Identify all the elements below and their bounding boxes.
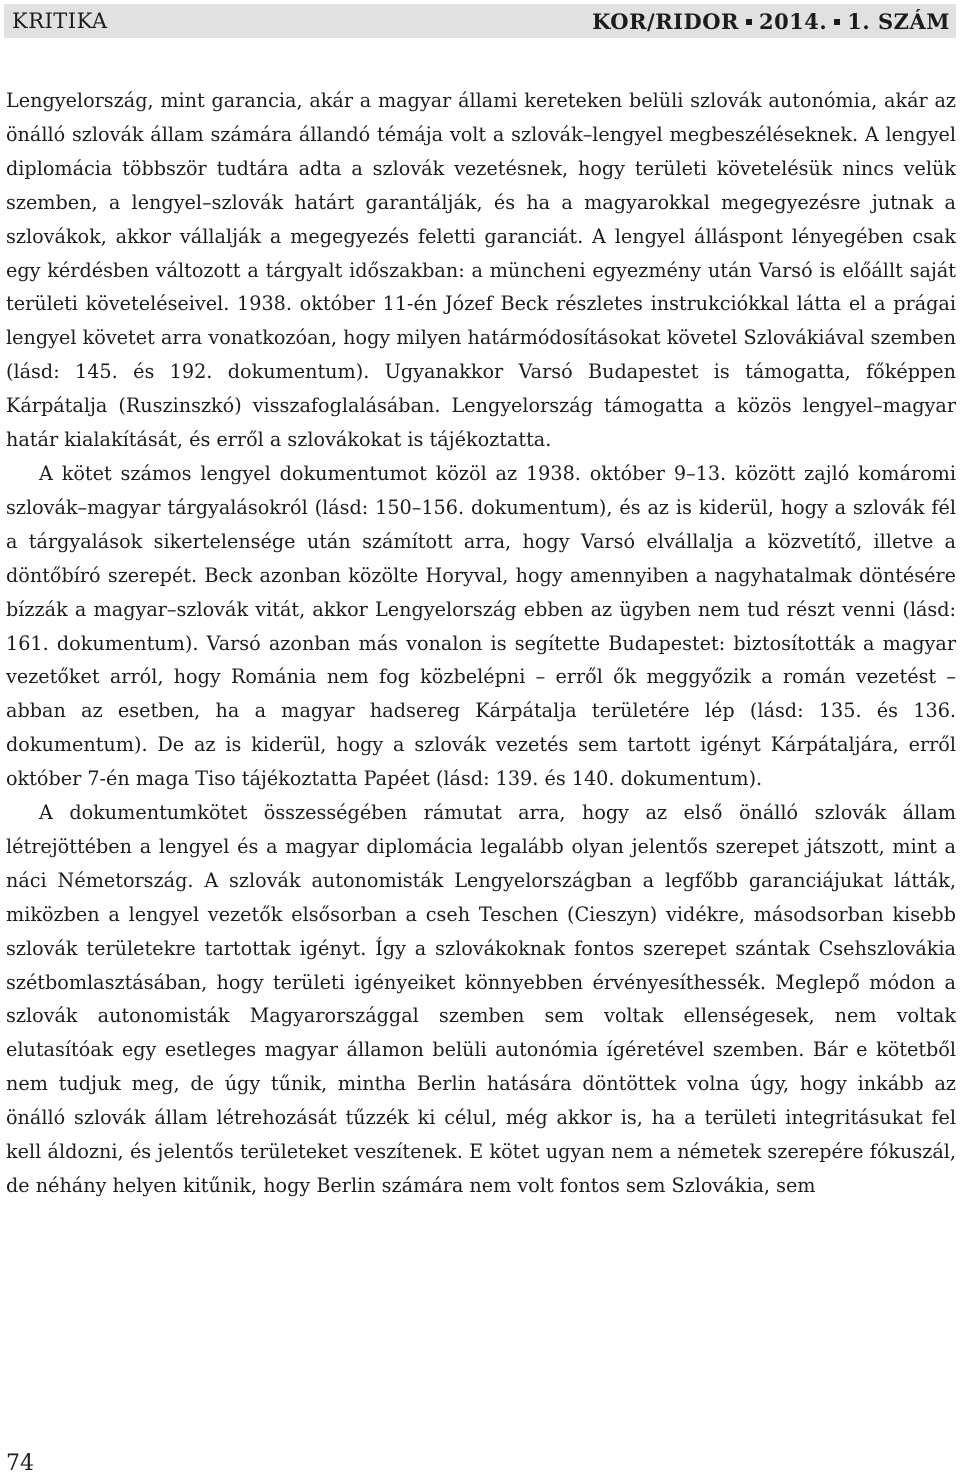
paragraph-2: A kötet számos lengyel dokumentumot közöl az 1938. október 9–13. között zajló komáromi szlovák–magyar tárgyalásokról (lásd: 150–156. dokumentum), és az is kiderül, hogy a szlovák fél a tárgyalások sikertelensége után számított arra, hogy Varsó elvállalja a közvetítő, illetve a döntőbíró szerepét. Beck azonban közölte Horyval, hogy amennyiben a nagyhatalmak döntésére bízzák a magyar–szlovák vitát, akkor Lengyelország ebben az ügyben nem tud részt venni (lásd: 161. dokumentum). Varsó azonban más vonalon is segítette Budapestet: biztosították a magyar vezetőket arról, hogy Románia nem fog közbelépni – erről ők meggyőzik a román vezetést – abban az esetben, ha a magyar hadsereg Kárpátalja területére lép (lásd: 135. és 136. dokumentum). De az is kiderül, hogy a szlovák vezetés sem tartott igényt Kárpátaljára, erről október 7-én maga Tiso tájékoztatta Papéet (lásd: 139. és 140. dokumentum). bbox=[6, 461, 956, 791]
journal-issue: 1. SZÁM bbox=[847, 8, 950, 34]
paragraph-3: A dokumentumkötet összességében rámutat arra, hogy az első önálló szlovák állam létrejöttében a lengyel és a magyar diplomácia legalább olyan jelentős szerepet játszott, mint a náci Németország. A szlovák autonomisták Lengyelországban a legfőbb garanciájukat látták, miközben a lengyel vezetők elsősorban a cseh Teschen (Cieszyn) vidékre, másodsorban kisebb szlovák területekre tartottak igényt. Így a szlovákoknak fontos szerepet szántak Csehszlovákia szétbomlasztásában, hogy területi igényeiket könnyebben érvényesíthessék. Meglepő módon a szlovák autonomisták Magyarországgal szemben sem voltak ellenségesek, nem voltak elutasítóak egy esetleges magyar államon belüli autonómia ígéretével szemben. Bár e kötetből nem tudjuk meg, de úgy tűnik, mintha Berlin hatására döntöttek volna úgy, hogy inkább az önálló szlovák állam létrehozását tűzzék ki célul, még akkor is, ha a területi integritásukat fel kell áldozni, és jelentős területeket veszítenek. E kötet ugyan nem a németek szerepére fókuszál, de néhány helyen kitűnik, hogy Berlin számára nem volt fontos sem Szlovákia, sem bbox=[6, 801, 956, 1197]
paragraph-1: Lengyelország, mint garancia, akár a magyar állami kereteken belüli szlovák autonómia, akár az önálló szlovák állam számára állandó témája volt a szlovák–lengyel megbeszéléseknek. A lengyel diplomácia többször tudtára adta a szlovák vezetésnek, hogy területi követelésük nincs velük szemben, a lengyel–szlovák határt garantálják, és ha a magyarokkal megegyezésre jutnak a szlovákok, akkor vállalják a megegyezés feletti garanciát. A lengyel álláspont lényegében csak egy kérdésben változott a tárgyalt időszakban: a müncheni egyezmény után Varsó is előállt saját területi követeléseivel. 1938. október 11-én Józef Beck részletes instrukciókkal látta el a prágai lengyel követet arra vonatkozóan, hogy milyen határmódosításokat követel Szlovákiával szemben (lásd: 145. és 192. dokumentum). Ugyanakkor Varsó Budapestet is támogatta, főképpen Kárpátalja (Ruszinszkó) visszafoglalásában. Lengyelország támogatta a közös lengyel–magyar határ kialakítását, és erről a szlovákokat is tájékoztatta. bbox=[6, 89, 956, 452]
running-header bbox=[4, 4, 956, 38]
journal-issue-label bbox=[592, 9, 950, 34]
journal-year: 2014. bbox=[758, 8, 828, 34]
journal-name: KOR/RIDOR bbox=[592, 8, 739, 34]
article-body bbox=[6, 84, 956, 1203]
page-number: 74 bbox=[6, 1451, 34, 1476]
section-label: KRITIKA bbox=[12, 9, 108, 33]
separator-square-icon bbox=[834, 19, 840, 25]
separator-square-icon bbox=[746, 19, 752, 25]
